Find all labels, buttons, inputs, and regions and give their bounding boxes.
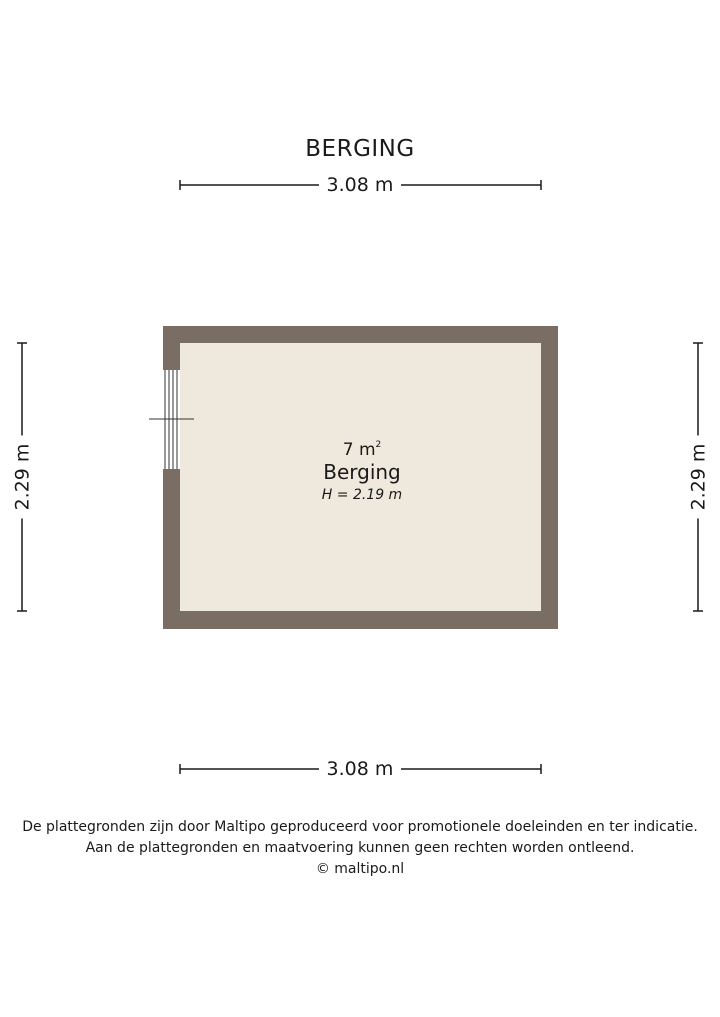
disclaimer (0, 817, 720, 880)
room-height: H = 2.19 m (321, 487, 403, 503)
room-area (262, 440, 462, 460)
dimension-left-label: 2.29 m (11, 436, 33, 519)
dimension-top-label: 3.08 m (319, 174, 402, 196)
copyright-text: © maltipo.nl (315, 861, 405, 877)
room-name: Berging (323, 460, 401, 484)
dimension-right-label: 2.29 m (687, 436, 709, 519)
room-area-unit: 2 (375, 440, 382, 450)
dimension-bottom-label: 3.08 m (319, 758, 402, 780)
disclaimer-line-2: Aan de plattegronden en maatvoering kunnen geen rechten worden ontleend. (85, 840, 635, 856)
floor-title: BERGING (305, 136, 415, 162)
disclaimer-line-1: De plattegronden zijn door Maltipo geproduceerd voor promotionele doeleinden en ter indicatie. (22, 819, 698, 835)
room-area-value: 7 m (342, 440, 376, 460)
